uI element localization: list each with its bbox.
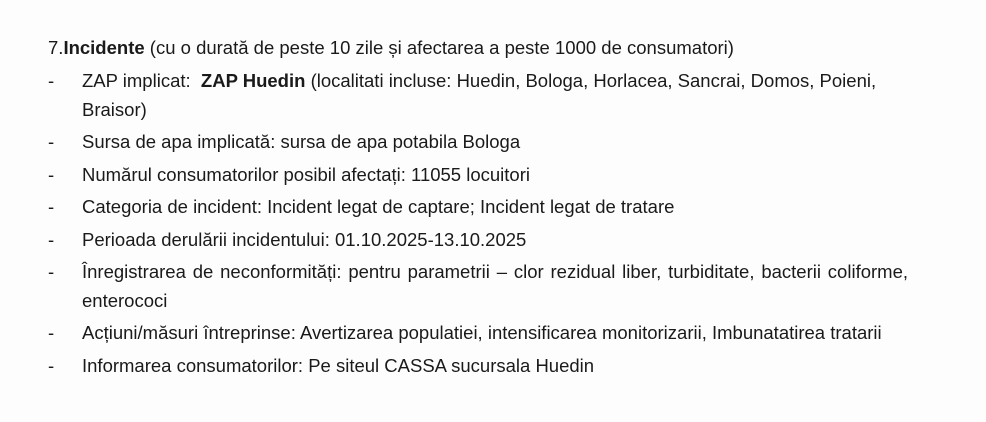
category-text: Categoria de incident: Incident legat de captare; Incident legat de tratare — [82, 196, 675, 217]
list-item-zap — [48, 67, 908, 124]
list-item-actions — [48, 319, 908, 348]
list-item-consumers — [48, 161, 908, 190]
list-item-nonconformities — [48, 258, 908, 315]
list-bullet: - — [48, 196, 55, 217]
list-bullet: - — [48, 70, 55, 91]
period-text: Perioada derulării incidentului: 01.10.2025-13.10.2025 — [82, 228, 527, 250]
list-bullet: - — [48, 354, 55, 376]
list-item-source — [48, 128, 908, 157]
list-bullet: - — [48, 131, 55, 152]
next-line-cut-off — [80, 415, 700, 422]
list-item-period — [48, 226, 908, 255]
nonconformities-text: Înregistrarea de neconformități: pentru parametrii – clor rezidual liber, turbiditate, bacterii coliforme, enterococi — [82, 261, 908, 311]
zap-value: ZAP Huedin — [200, 70, 306, 91]
list-item-category — [48, 193, 908, 222]
section-number: 7. — [48, 37, 64, 58]
section-title: Incidente — [63, 37, 145, 58]
zap-details: (localitati incluse: Huedin, Bologa, Horlacea, Sancrai, Domos, Poieni, Braisor) — [82, 70, 877, 120]
incident-details-list — [48, 67, 908, 384]
list-bullet: - — [48, 322, 55, 343]
list-bullet: - — [48, 261, 55, 282]
list-bullet: - — [48, 228, 55, 250]
section-subtitle: (cu o durată de peste 10 zile și afectarea a peste 1000 de consumatori) — [149, 37, 734, 58]
zap-label: ZAP implicat: — [82, 70, 191, 91]
section-heading — [48, 36, 734, 60]
consumers-text: Numărul consumatorilor posibil afectați: 11055 locuitori — [82, 163, 530, 185]
information-text: Informarea consumatorilor: Pe siteul CASSA sucursala Huedin — [82, 354, 595, 376]
list-item-information — [48, 352, 908, 381]
actions-text: Acțiuni/măsuri întreprinse: Avertizarea populatiei, intensificarea monitorizarii, Imbunatatirea tratarii — [82, 322, 882, 343]
list-bullet: - — [48, 163, 55, 185]
source-text: Sursa de apa implicată: sursa de apa potabila Bologa — [82, 131, 521, 152]
